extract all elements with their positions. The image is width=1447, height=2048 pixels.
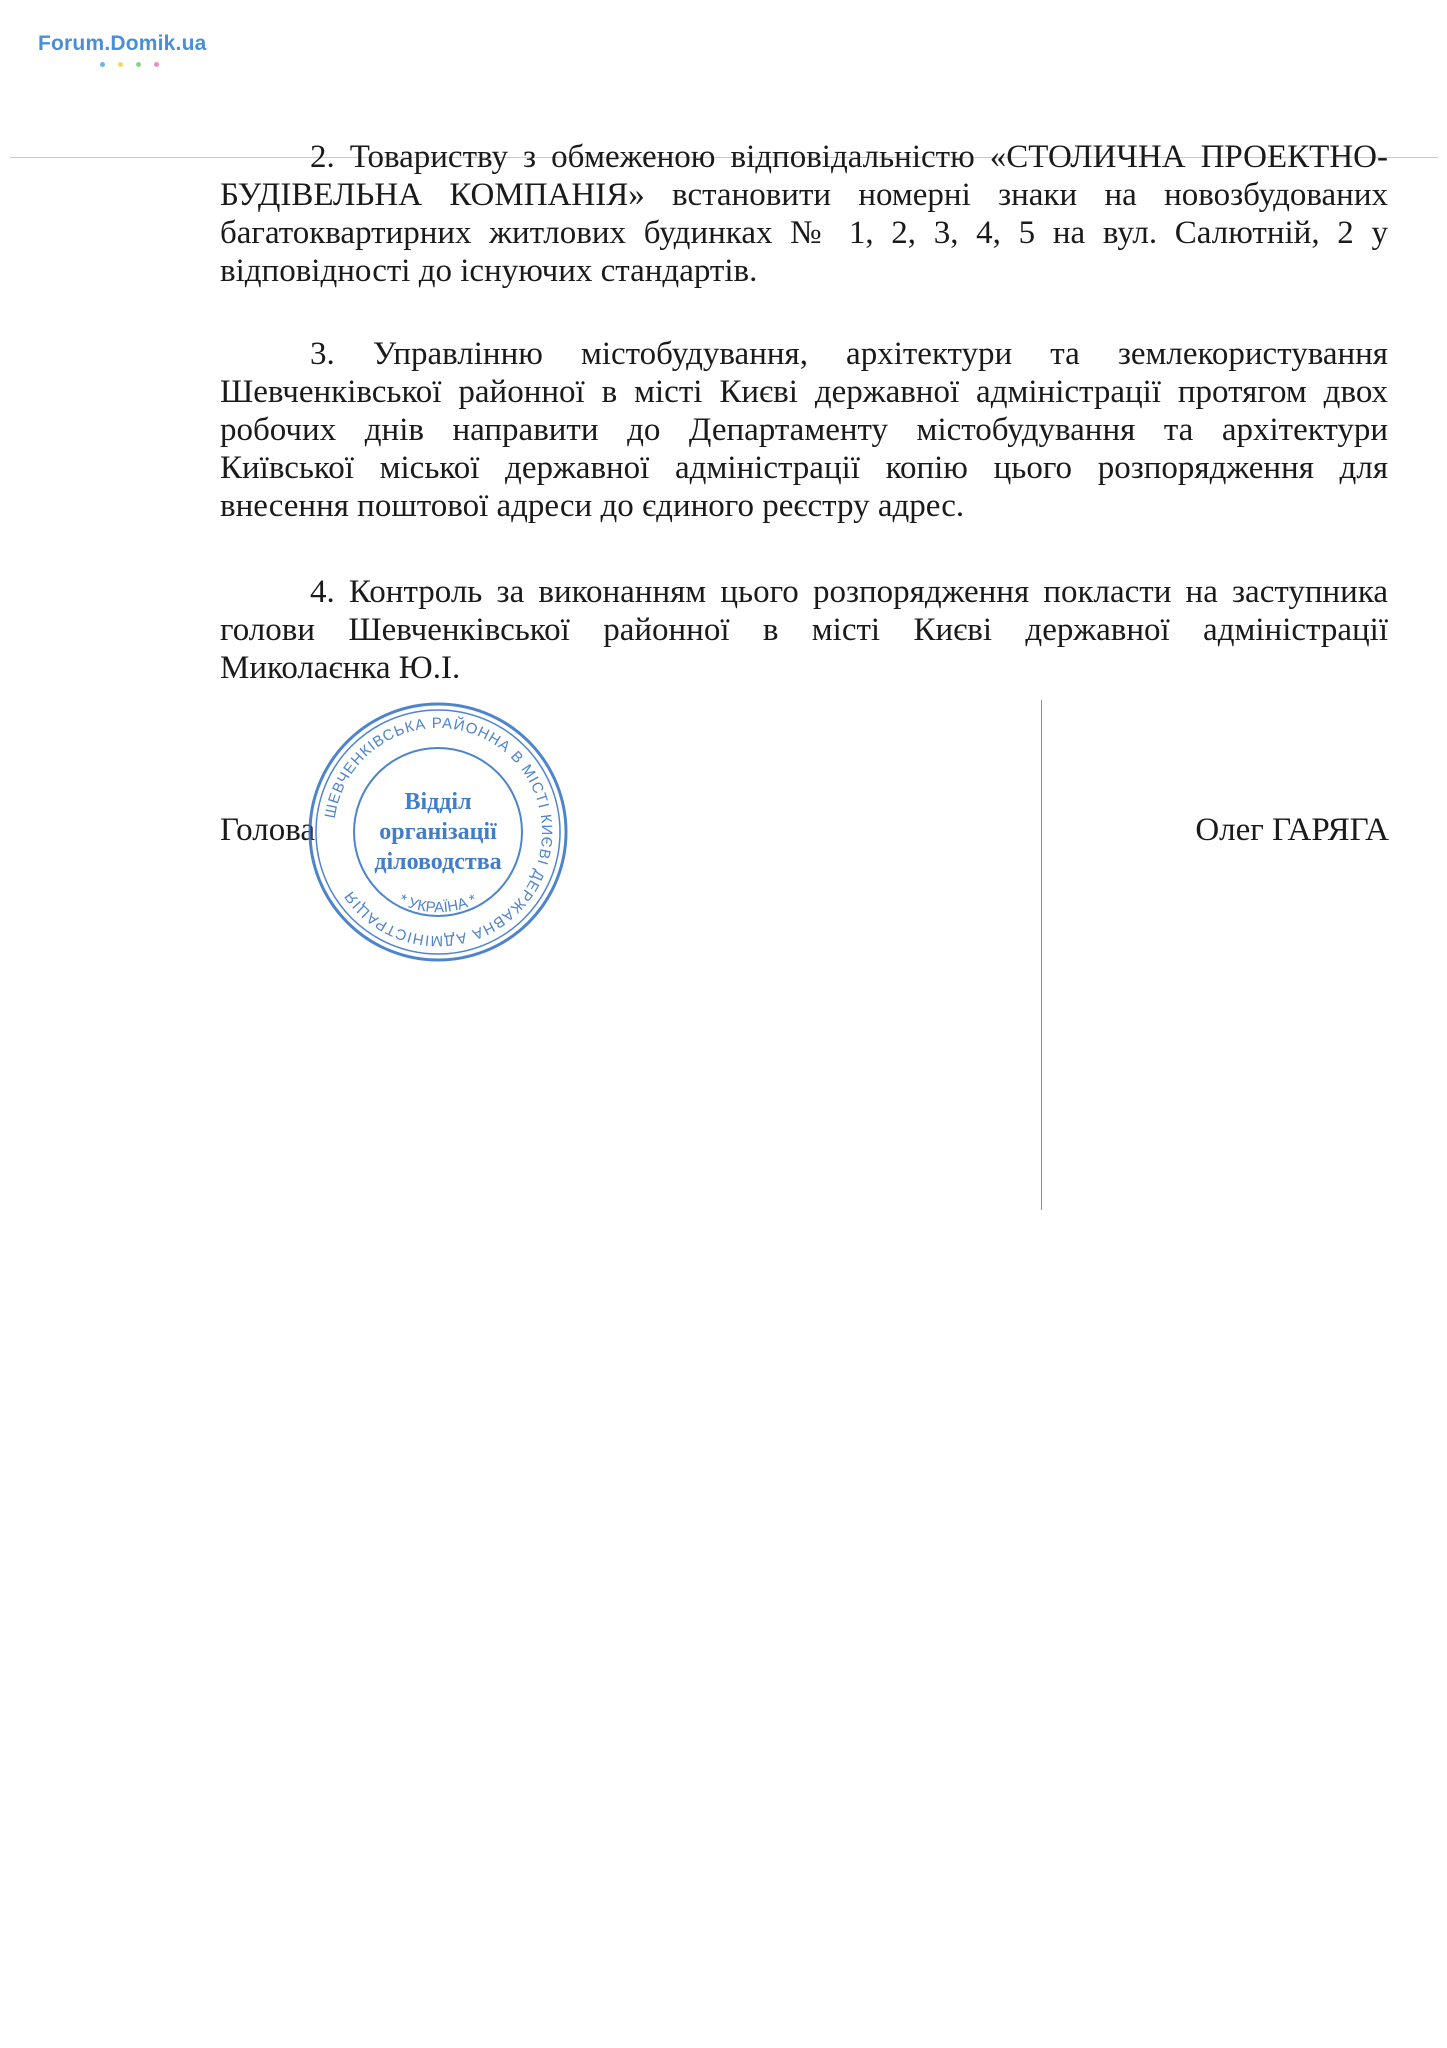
watermark-dot — [136, 62, 141, 67]
stamp-center-line-1: Відділ — [404, 789, 472, 815]
watermark-dot — [154, 62, 159, 67]
stamp-ring-text: ШЕВЧЕНКІВСЬКА РАЙОННА В МІСТІ КИЄВІ ДЕРЖАВНА АДМІНІСТРАЦІЯ — [321, 714, 556, 950]
watermark-dots — [100, 62, 159, 67]
signature-name: Олег ГАРЯГА — [1195, 812, 1389, 848]
official-stamp — [303, 697, 573, 967]
signature-position: Голова — [220, 812, 316, 848]
watermark-dot — [100, 62, 105, 67]
paragraph-4 — [220, 573, 1388, 687]
watermark-dot — [118, 62, 123, 67]
stamp-bottom-text: * УКРАЇНА * — [396, 891, 480, 917]
paragraph-4-text: 4. Контроль за виконанням цього розпорядження покласти на заступника голови Шевченківської районної в місті Києві державної адміністрації Миколаєнка Ю.І. — [220, 574, 1388, 686]
scan-artifact-vertical-line — [1041, 700, 1042, 1210]
paragraph-2 — [220, 138, 1388, 290]
stamp-center-line-3: діловодства — [374, 849, 502, 875]
paragraph-3-text: 3. Управлінню містобудування, архітектури та землекористування Шевченківської районної в місті Києві державної адміністрації протягом двох робочих днів направити до Департаменту містобудування та архітектури Київської міської державної адміністрації копію цього розпорядження для внесення поштової адреси до єдиного реєстру адрес. — [220, 336, 1388, 524]
paragraph-2-text: 2. Товариству з обмеженою відповідальністю «СТОЛИЧНА ПРОЕКТНО-БУДІВЕЛЬНА КОМПАНІЯ» встановити номерні знаки на новозбудованих багатоквартирних житлових будинках № 1, 2, 3, 4, 5 на вул. Салютній, 2 у відповідності до існуючих стандартів. — [220, 139, 1388, 289]
paragraph-3 — [220, 335, 1388, 525]
stamp-center-line-2: організації — [379, 819, 497, 845]
watermark-logo: Forum.Domik.ua — [38, 32, 207, 55]
